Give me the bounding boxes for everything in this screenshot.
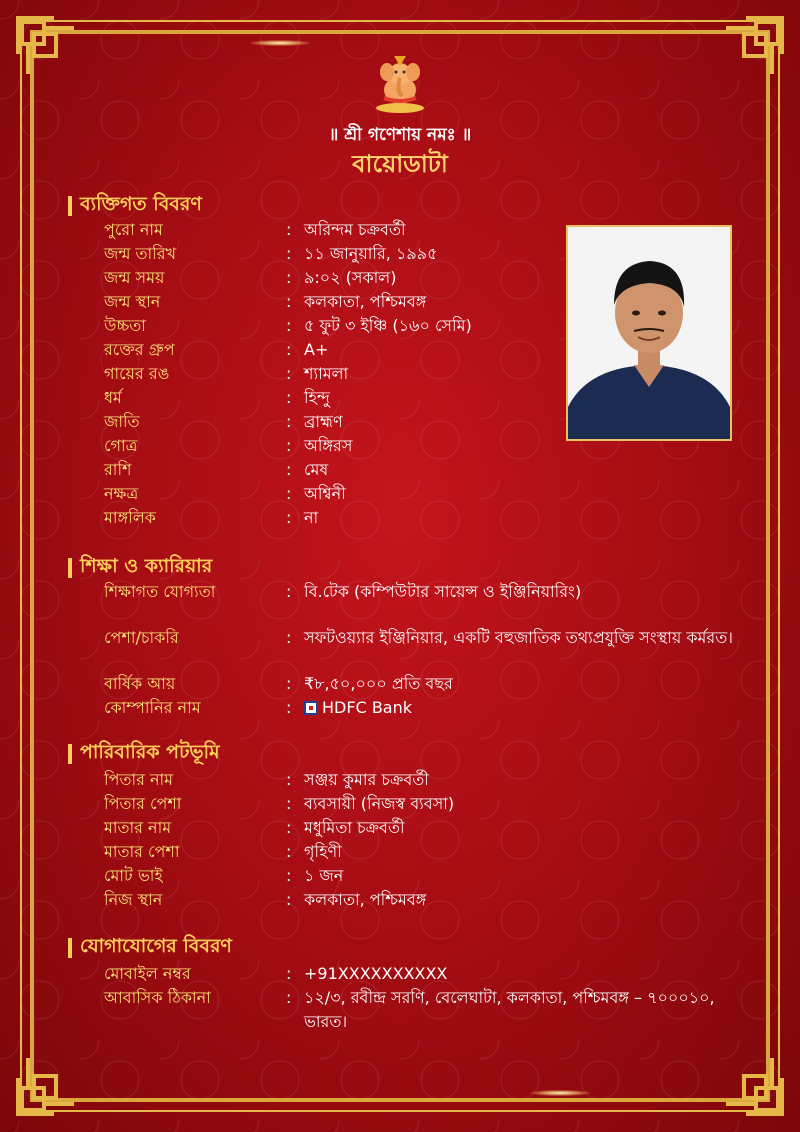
field-value: সঞ্জয় কুমার চক্রবর্তী xyxy=(304,770,429,789)
field-label: মোট ভাই xyxy=(104,866,163,885)
field-colon: : xyxy=(286,866,292,885)
field-value: কলকাতা, পশ্চিমবঙ্গ xyxy=(304,890,427,909)
corner-ornament-icon xyxy=(14,14,84,84)
field-value: A+ xyxy=(304,340,329,359)
field-value: অরিন্দম চক্রবর্তী xyxy=(304,220,406,239)
field-value xyxy=(304,696,734,720)
field-label: জন্ম সময় xyxy=(104,268,165,287)
section-heading-contact xyxy=(68,932,232,964)
field-value: সফটওয়্যার ইঞ্জিনিয়ার, একটি বহুজাতিক তথ্যপ্রযুক্তি সংস্থায় কর্মরত। xyxy=(304,628,733,647)
field-colon: : xyxy=(286,316,292,335)
field-value: শ্যামলা xyxy=(304,364,349,383)
field-value: হিন্দু xyxy=(304,388,330,407)
field-label: গোত্র xyxy=(104,436,138,455)
field-colon: : xyxy=(286,292,292,311)
hdfc-logo-icon xyxy=(304,701,318,715)
field-colon: : xyxy=(286,508,292,527)
heading-bar xyxy=(68,196,72,216)
field-label: কোম্পানির নাম xyxy=(104,698,201,717)
heading-bar xyxy=(68,938,72,958)
mantra-text: ॥ শ্রী গণেশায় নমঃ ॥ xyxy=(328,125,472,145)
field-label: শিক্ষাগত যোগ্যতা xyxy=(104,582,216,601)
field-label: উচ্চতা xyxy=(104,316,146,335)
field-label: জন্ম স্থান xyxy=(104,292,161,311)
field-colon: : xyxy=(286,244,292,263)
sparkle-icon xyxy=(250,40,310,46)
sparkle-icon xyxy=(530,1090,590,1096)
section-heading-label: পারিবারিক পটভূমি xyxy=(80,741,220,763)
company-name: HDFC Bank xyxy=(322,698,412,717)
field-value: ১১ জানুয়ারি, ১৯৯৫ xyxy=(304,244,438,263)
section-heading-label: যোগাযোগের বিবরণ xyxy=(80,935,232,957)
corner-ornament-icon xyxy=(716,1048,786,1118)
ganesha-icon xyxy=(372,52,428,114)
heading-bar xyxy=(68,558,72,578)
field-colon: : xyxy=(286,628,292,647)
field-label: রাশি xyxy=(104,460,132,479)
field-value: অশ্বিনী xyxy=(304,484,346,503)
field-label: পুরো নাম xyxy=(104,220,163,239)
field-colon: : xyxy=(286,388,292,407)
field-value: কলকাতা, পশ্চিমবঙ্গ xyxy=(304,292,427,311)
field-label: নক্ষত্র xyxy=(104,484,139,503)
section-heading-label: ব্যক্তিগত বিবরণ xyxy=(80,193,202,215)
field-value: ৯:০২ (সকাল) xyxy=(304,268,397,287)
field-colon: : xyxy=(286,842,292,861)
field-label: রক্তের গ্রুপ xyxy=(104,340,175,359)
field-colon: : xyxy=(286,582,292,601)
field-value: অঙ্গিরস xyxy=(304,436,353,455)
field-colon: : xyxy=(286,364,292,383)
field-label: মাতার নাম xyxy=(104,818,172,837)
page-title: বায়োডাটা xyxy=(352,150,448,178)
field-label: পিতার পেশা xyxy=(104,794,182,813)
field-value: ৫ ফুট ৩ ইঞ্চি (১৬০ সেমি) xyxy=(304,316,472,335)
field-colon: : xyxy=(286,988,292,1007)
field-label: আবাসিক ঠিকানা xyxy=(104,988,211,1007)
section-heading-label: শিক্ষা ও ক্যারিয়ার xyxy=(80,555,213,577)
field-label: মোবাইল নম্বর xyxy=(104,964,191,983)
field-label: মাঙ্গলিক xyxy=(104,508,156,527)
field-value: মেষ xyxy=(304,460,329,479)
field-value: না xyxy=(304,508,319,527)
field-colon: : xyxy=(286,412,292,431)
corner-ornament-icon xyxy=(14,1048,84,1118)
field-label: গায়ের রঙ xyxy=(104,364,170,383)
field-value: ১২/৩, রবীন্দ্র সরণি, বেলেঘাটা, কলকাতা, পশ্চিমবঙ্গ – ৭০০০১০, ভারত। xyxy=(304,988,715,1031)
field-colon: : xyxy=(286,484,292,503)
section-heading-family xyxy=(68,738,220,770)
field-colon: : xyxy=(286,698,292,717)
field-label: মাতার পেশা xyxy=(104,842,180,861)
field-label: বার্ষিক আয় xyxy=(104,674,176,693)
field-value: ব্রাহ্মণ xyxy=(304,412,343,431)
field-value: +91XXXXXXXXXX xyxy=(304,964,448,983)
heading-bar xyxy=(68,744,72,764)
field-value: গৃহিণী xyxy=(304,842,342,861)
field-value: ₹৮,৫০,০০০ প্রতি বছর xyxy=(304,674,453,693)
field-value: বি.টেক (কম্পিউটার সায়েন্স ও ইঞ্জিনিয়ারিং) xyxy=(304,582,582,601)
corner-ornament-icon xyxy=(716,14,786,84)
field-colon: : xyxy=(286,770,292,789)
field-colon: : xyxy=(286,268,292,287)
field-colon: : xyxy=(286,220,292,239)
field-label: জন্ম তারিখ xyxy=(104,244,177,263)
field-colon: : xyxy=(286,436,292,455)
field-colon: : xyxy=(286,794,292,813)
field-colon: : xyxy=(286,674,292,693)
field-label: জাতি xyxy=(104,412,140,431)
field-colon: : xyxy=(286,890,292,909)
field-value: ১ জন xyxy=(304,866,344,885)
field-label: নিজ স্থান xyxy=(104,890,163,909)
field-value: মধুমিতা চক্রবর্তী xyxy=(304,818,405,837)
field-label: পেশা/চাকরি xyxy=(104,628,179,647)
field-label: পিতার নাম xyxy=(104,770,174,789)
field-value: ব্যবসায়ী (নিজস্ব ব্যবসা) xyxy=(304,794,455,813)
field-colon: : xyxy=(286,340,292,359)
field-label: ধর্ম xyxy=(104,388,122,407)
field-colon: : xyxy=(286,964,292,983)
field-colon: : xyxy=(286,460,292,479)
field-colon: : xyxy=(286,818,292,837)
